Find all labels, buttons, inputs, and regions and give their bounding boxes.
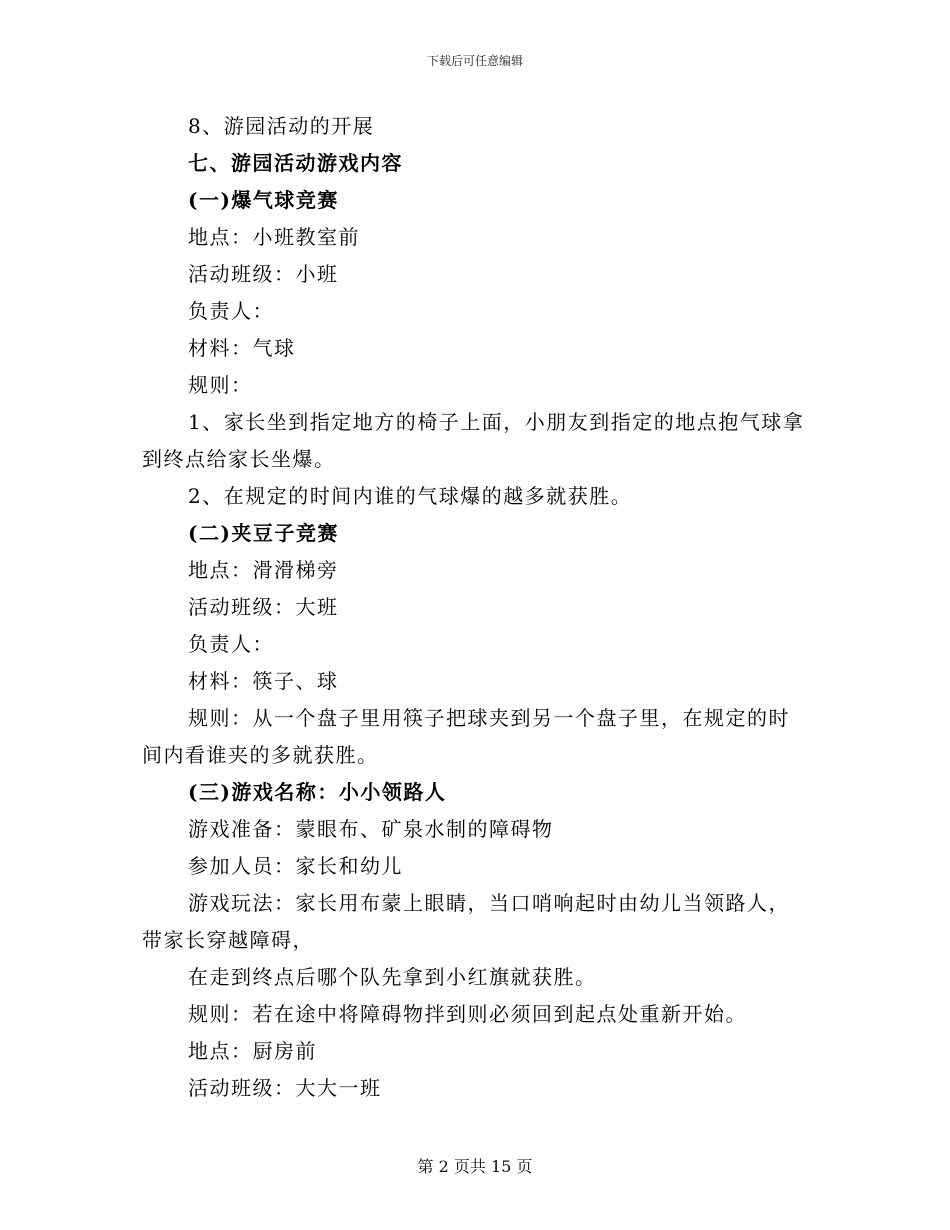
balloon-location: 地点：小班教室前	[188, 225, 360, 249]
balloon-rules-label: 规则：	[188, 373, 253, 397]
balloon-rule-1: 1、家长坐到指定地方的椅子上面，小朋友到指定的地点抱气球拿	[188, 410, 805, 434]
guide-location: 地点：厨房前	[188, 1039, 317, 1063]
balloon-person-in-charge: 负责人：	[188, 299, 274, 323]
guide-gameplay-continued: 带家长穿越障碍，	[142, 928, 314, 952]
guide-gameplay-finish: 在走到终点后哪个队先拿到小红旗就获胜。	[188, 965, 597, 989]
balloon-rule-2: 2、在规定的时间内谁的气球爆的越多就获胜。	[188, 484, 633, 508]
bean-materials: 材料：筷子、球	[188, 669, 339, 693]
guide-class: 活动班级：大大一班	[188, 1076, 382, 1100]
guide-preparation: 游戏准备：蒙眼布、矿泉水制的障碍物	[188, 817, 554, 841]
section-heading-game-content: 七、游园活动游戏内容	[188, 151, 403, 175]
bean-person-in-charge: 负责人：	[188, 632, 274, 656]
list-item-activity-development: 8、游园活动的开展	[188, 114, 375, 138]
document-body	[142, 108, 812, 1107]
balloon-materials: 材料：气球	[188, 336, 296, 360]
subheading-little-guide: (三)游戏名称：小小领路人	[188, 780, 447, 804]
balloon-class: 活动班级：小班	[188, 262, 339, 286]
subheading-balloon-contest: (一)爆气球竞赛	[188, 188, 339, 212]
subheading-bean-contest: (二)夹豆子竞赛	[188, 521, 339, 545]
page-header: 下载后可任意编辑	[426, 54, 523, 68]
balloon-rule-1-continued: 到终点给家长坐爆。	[142, 447, 336, 471]
bean-rules-continued: 间内看谁夹的多就获胜。	[142, 743, 379, 767]
page-number-footer: 第 2 页共 15 页	[417, 1157, 533, 1176]
bean-class: 活动班级：大班	[188, 595, 339, 619]
bean-rules: 规则：从一个盘子里用筷子把球夹到另一个盘子里，在规定的时	[188, 706, 790, 730]
guide-participants: 参加人员：家长和幼儿	[188, 854, 403, 878]
guide-rules: 规则：若在途中将障碍物拌到则必须回到起点处重新开始。	[188, 1002, 747, 1026]
guide-gameplay: 游戏玩法：家长用布蒙上眼睛，当口哨响起时由幼儿当领路人，	[188, 891, 790, 915]
bean-location: 地点：滑滑梯旁	[188, 558, 339, 582]
